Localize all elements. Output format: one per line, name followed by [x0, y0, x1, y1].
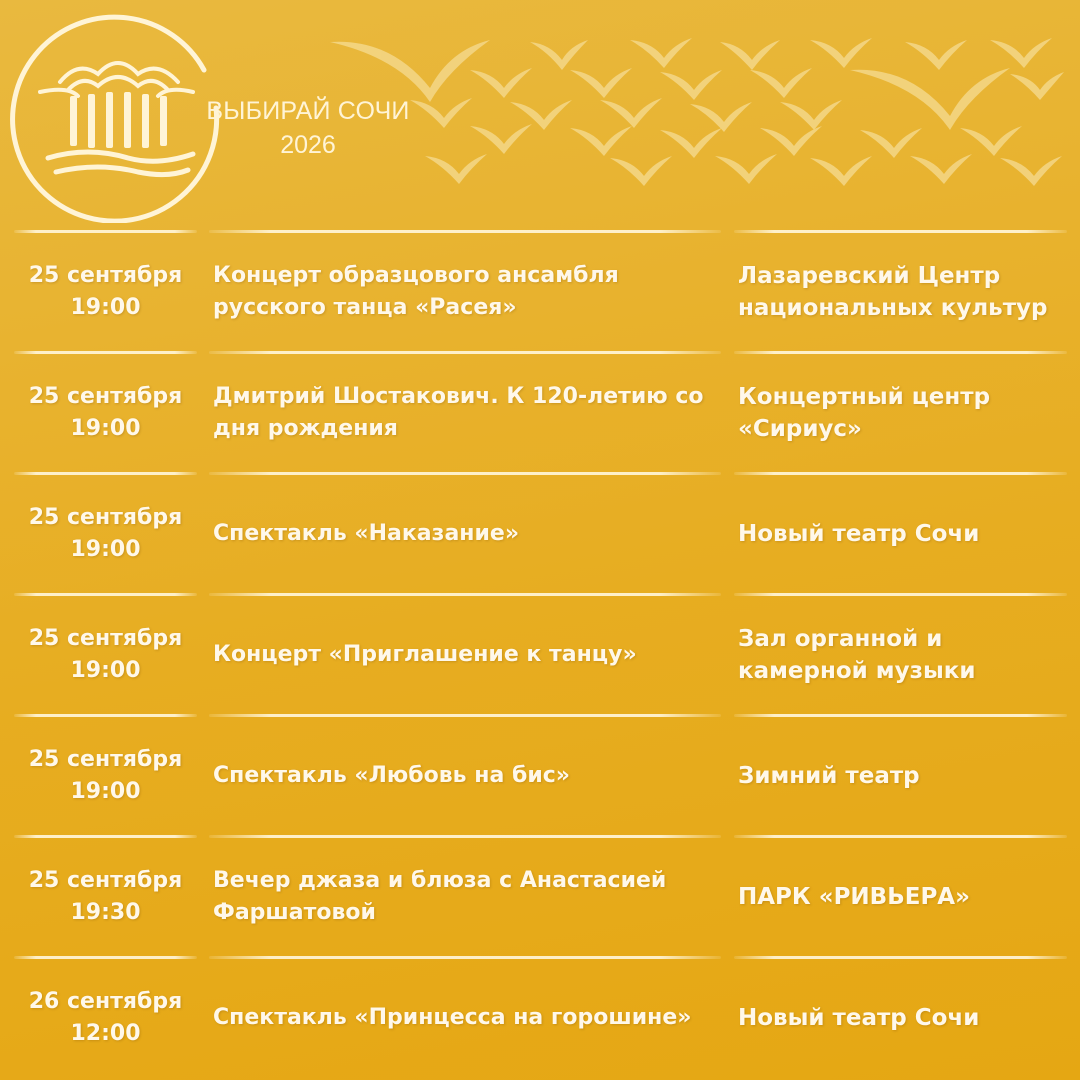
event-datetime [14, 354, 197, 472]
event-datetime [14, 838, 197, 956]
table-row [0, 956, 1080, 1077]
event-title: Спектакль «Принцесса на горошине» [213, 1005, 692, 1030]
event-date: 25 сентября [28, 626, 183, 651]
event-venue: Зимний театр [738, 763, 920, 789]
event-datetime [14, 596, 197, 714]
brand-title: ВЫБИРАЙ СОЧИ [206, 97, 410, 125]
event-venue: Новый театр Сочи [738, 521, 980, 547]
event-title: Концерт образцового ансамбля русского танца «Расея» [213, 263, 619, 320]
table-row [0, 835, 1080, 956]
event-venue: Новый театр Сочи [738, 1005, 980, 1031]
event-date: 25 сентября [28, 384, 183, 409]
event-time: 19:00 [70, 779, 141, 804]
event-date: 25 сентября [28, 868, 183, 893]
event-time: 19:00 [70, 416, 141, 441]
event-title: Вечер джаза и блюза с Анастасией Фаршатовой [213, 868, 667, 925]
event-time: 19:00 [70, 295, 141, 320]
event-date: 26 сентября [28, 989, 183, 1014]
event-datetime [14, 233, 197, 351]
event-venue: Лазаревский Центр национальных культур [738, 263, 1048, 321]
event-date: 25 сентября [28, 263, 183, 288]
event-title: Концерт «Приглашение к танцу» [213, 642, 637, 667]
table-row [0, 351, 1080, 472]
event-date: 25 сентября [28, 505, 183, 530]
brand-year: 2026 [280, 131, 336, 159]
event-datetime [14, 959, 197, 1077]
events-schedule [0, 230, 1080, 1077]
event-time: 12:00 [70, 1021, 141, 1046]
event-time: 19:30 [70, 900, 141, 925]
event-venue: Зал органной и камерной музыки [738, 626, 976, 684]
event-title: Дмитрий Шостакович. К 120-летию со дня рождения [213, 384, 704, 441]
event-title: Спектакль «Любовь на бис» [213, 763, 570, 788]
table-row [0, 593, 1080, 714]
event-datetime [14, 717, 197, 835]
table-row [0, 472, 1080, 593]
event-venue: ПАРК «РИВЬЕРА» [738, 884, 970, 910]
event-title: Спектакль «Наказание» [213, 521, 520, 546]
event-time: 19:00 [70, 658, 141, 683]
table-row [0, 714, 1080, 835]
sochi-colonnade-logo-icon [8, 8, 228, 223]
table-row [0, 230, 1080, 351]
seagulls-pattern-icon [330, 30, 1070, 200]
event-datetime [14, 475, 197, 593]
event-time: 19:00 [70, 537, 141, 562]
event-venue: Концертный центр «Сириус» [738, 384, 991, 442]
event-date: 25 сентября [28, 747, 183, 772]
